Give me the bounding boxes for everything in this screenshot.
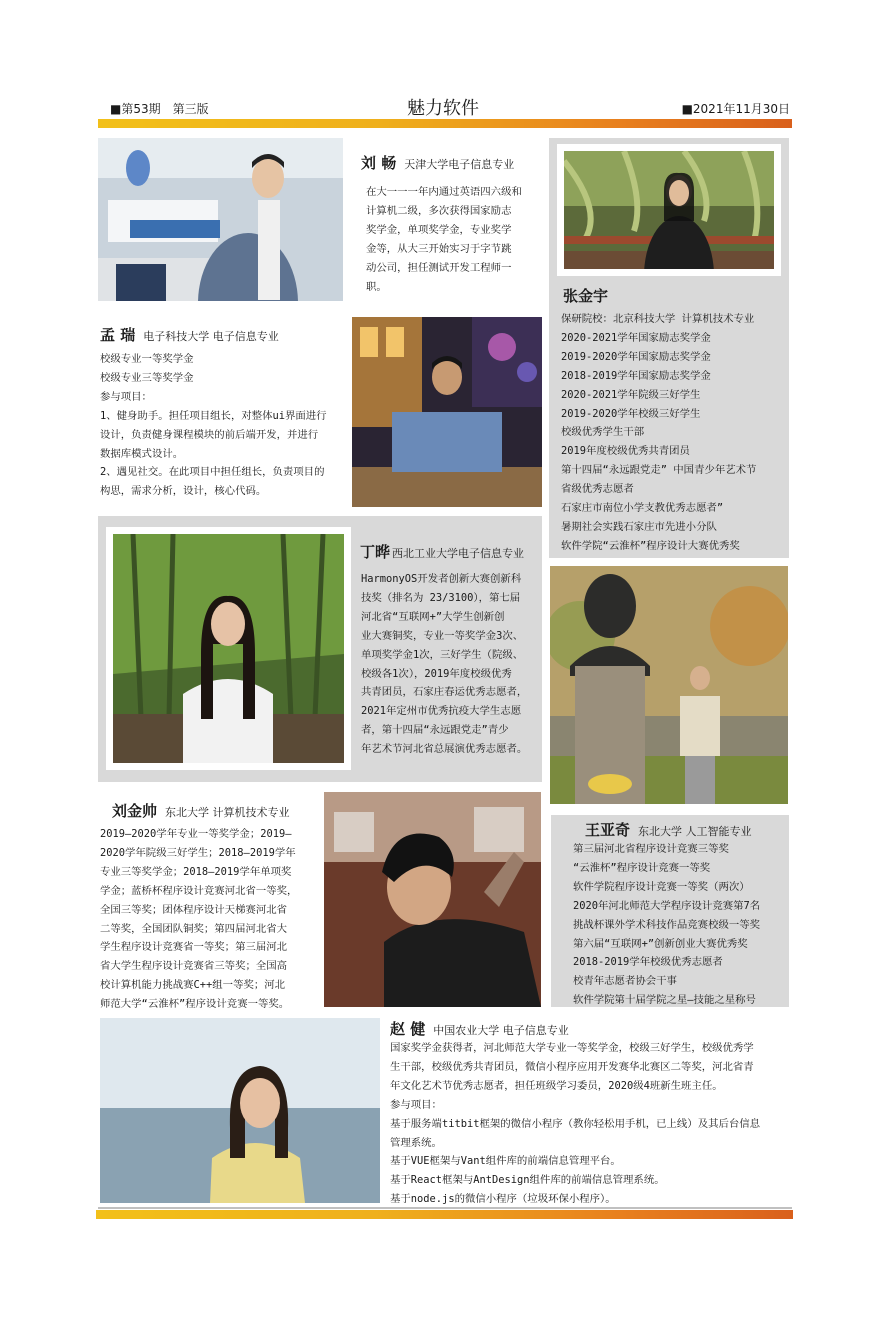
photo-mengrui xyxy=(352,317,542,507)
bio-line: 金等，从大三开始实习于字节跳 xyxy=(366,242,512,255)
bio-line: 共青团员，石家庄春运优秀志愿者， xyxy=(361,686,528,699)
bio-line: 基于node.js的微信小程序（垃圾环保小程序）。 xyxy=(390,1193,616,1206)
bio-line: 生干部，校级优秀共青团员，微信小程序应用开发赛华北赛区二等奖，河北省青 xyxy=(390,1060,754,1073)
page-title: 魅力软件 xyxy=(407,98,479,119)
bio-line: 校级专业一等奖学金 xyxy=(100,353,194,365)
bio-line: 校级优秀学生干部 xyxy=(561,426,645,439)
bio-line: 2019年度校级优秀共青团员 xyxy=(561,445,690,458)
bio-line: 二等奖，全国团队铜奖；第四届河北省大 xyxy=(100,922,288,935)
bio-line: 在大一一一年内通过英语四六级和 xyxy=(366,186,522,198)
bio-zhaojian xyxy=(390,1039,760,1209)
affiliation: 天津大学电子信息专业 xyxy=(404,158,515,171)
bio-line: 暑期社会实践石家庄市先进小分队 xyxy=(561,520,717,533)
name-wangyaqi xyxy=(585,819,752,840)
affiliation: 西北工业大学电子信息专业 xyxy=(392,547,525,560)
bio-line: 数据库模式设计。 xyxy=(100,447,184,460)
photo-liuchang xyxy=(98,138,343,301)
name-liujinshuai xyxy=(112,800,290,821)
bio-line: 构思，需求分析，设计，核心代码。 xyxy=(100,485,267,498)
bio-line: 软件学院第十届学院之星—技能之星称号 xyxy=(573,994,756,1007)
name-text: 刘 畅 xyxy=(361,154,397,172)
photo-statue xyxy=(550,566,788,804)
bio-line: 2020-2021学年国家励志奖学金 xyxy=(561,331,711,344)
photo-liujinshuai xyxy=(324,792,541,1007)
bio-line: 2018-2019学年国家励志奖学金 xyxy=(561,369,711,382)
affiliation: 电子科技大学 电子信息专业 xyxy=(143,330,279,343)
bio-line: 2018-2019学年校级优秀志愿者 xyxy=(573,956,723,969)
bio-line: 1、健身助手。担任项目组长，对整体ui界面进行 xyxy=(100,409,327,422)
name-text: 王亚奇 xyxy=(585,821,631,839)
bio-line: 全国三等奖；团体程序设计天梯赛河北省 xyxy=(100,903,288,916)
bio-line: 计算机二级，多次获得国家励志 xyxy=(366,204,512,217)
header-bar xyxy=(98,119,792,128)
photo-dingye xyxy=(106,527,351,770)
bio-line: 2019-2020学年国家励志奖学金 xyxy=(561,350,711,363)
affiliation: 中国农业大学 电子信息专业 xyxy=(433,1024,569,1037)
bio-line: 技奖（排名为 23/3100），第七届 xyxy=(361,591,521,604)
bio-liuchang xyxy=(366,183,522,296)
bio-line: 基于VUE框架与Vant组件库的前端信息管理平台。 xyxy=(390,1155,621,1168)
bio-line: 专业三等奖学金；2018—2019学年单项奖 xyxy=(100,865,292,878)
bio-line: HarmonyOS开发者创新大赛创新科 xyxy=(361,573,522,585)
bio-line: 校级各1次），2019年度校级优秀 xyxy=(361,667,512,680)
bio-line: 2020学年院级三好学生；2018—2019学年 xyxy=(100,846,296,859)
footer-bar xyxy=(96,1210,793,1219)
bio-line: 设计，负责健身课程模块的前后端开发，并进行 xyxy=(100,428,319,441)
bio-line: 2021年定州市优秀抗疫大学生志愿 xyxy=(361,705,522,718)
name-zhangjinyu: 张金宇 xyxy=(563,287,609,305)
bio-line: 第六届“互联网+”创新创业大赛优秀奖 xyxy=(573,937,748,950)
name-text: 丁晔 xyxy=(360,543,391,561)
bio-line: 单项奖学金1次，三好学生（院级、 xyxy=(361,648,524,661)
bio-line: 第三届河北省程序设计竞赛三等奖 xyxy=(573,843,729,855)
bio-line: 校计算机能力挑战赛C++组一等奖；河北 xyxy=(100,979,286,992)
bio-line: 软件学院程序设计竞赛一等奖（两次） xyxy=(573,880,750,893)
bio-line: 管理系统。 xyxy=(390,1136,442,1149)
name-mengrui xyxy=(100,324,279,345)
name-text: 赵 健 xyxy=(390,1020,426,1038)
photo-zhangjinyu xyxy=(557,144,781,276)
name-text: 孟 瑞 xyxy=(100,326,136,344)
bio-line: “云淮杯”程序设计竞赛一等奖 xyxy=(573,861,711,874)
bio-line: 保研院校：北京科技大学 计算机技术专业 xyxy=(561,313,755,325)
bio-line: 校级专业三等奖学金 xyxy=(100,371,194,384)
bio-line: 参与项目： xyxy=(390,1098,442,1111)
bio-line: 师范大学“云淮杯”程序设计竞赛一等奖。 xyxy=(100,998,290,1011)
bio-line: 者，第十四届“永远跟党走”青少 xyxy=(361,724,509,737)
bio-line: 河北省“互联网+”大学生创新创 xyxy=(361,610,505,623)
bio-line: 校青年志愿者协会干事 xyxy=(573,975,677,988)
bio-line: 2019-2020学年校级三好学生 xyxy=(561,407,701,420)
bio-line: 国家奖学金获得者，河北师范大学专业一等奖学金，校级三好学生，校级优秀学 xyxy=(390,1042,754,1054)
bio-line: 省级优秀志愿者 xyxy=(561,483,634,496)
bio-line: 年艺术节河北省总展演优秀志愿者。 xyxy=(361,743,528,756)
name-liuchang xyxy=(361,152,514,173)
name-dingye xyxy=(360,541,524,562)
affiliation: 东北大学 人工智能专业 xyxy=(638,825,752,838)
bio-line: 职。 xyxy=(366,280,387,293)
bio-line: 奖学金，单项奖学金，专业奖学 xyxy=(366,223,512,236)
bio-wangyaqi xyxy=(573,840,760,1010)
bio-line: 年文化艺术节优秀志愿者，担任班级学习委员，2020级4班新生班主任。 xyxy=(390,1079,723,1092)
issue-date: ■2021年11月30日 xyxy=(681,102,790,116)
bio-line: 第十四届“永远跟党走” 中国青少年艺术节 xyxy=(561,464,757,477)
name-text: 刘金帅 xyxy=(112,802,158,820)
bio-line: 学生程序设计竞赛省一等奖；第三届河北 xyxy=(100,941,288,954)
bio-line: 省大学生程序设计竞赛省三等奖；全国高 xyxy=(100,960,288,973)
bio-line: 软件学院“云淮杯”程序设计大赛优秀奖 xyxy=(561,539,740,552)
bio-line: 2、遇见社交。在此项目中担任组长，负责项目的 xyxy=(100,466,325,479)
bio-line: 基于服务端titbit框架的微信小程序（教你轻松用手机，已上线）及其后台信息 xyxy=(390,1117,761,1130)
photo-zhaojian xyxy=(100,1018,380,1203)
bio-line: 2020年河北师范大学程序设计竞赛第7名 xyxy=(573,899,761,912)
bio-line: 石家庄市南位小学支教优秀志愿者” xyxy=(561,502,724,515)
bio-mengrui xyxy=(100,350,327,501)
bio-dingye xyxy=(361,570,527,759)
bio-line: 参与项目： xyxy=(100,390,152,403)
bio-line: 2019—2020学年专业一等奖学金；2019— xyxy=(100,828,292,840)
bio-line: 挑战杯课外学术科技作品竞赛校级一等奖 xyxy=(573,918,761,931)
bio-line: 学金；蓝桥杯程序设计竞赛河北省一等奖， xyxy=(100,884,298,897)
bio-liujinshuai xyxy=(100,825,297,1014)
affiliation: 东北大学 计算机技术专业 xyxy=(165,806,290,819)
bio-line: 基于React框架与AntDesign组件库的前端信息管理系统。 xyxy=(390,1174,665,1187)
bio-line: 业大赛铜奖，专业一等奖学金3次、 xyxy=(361,629,524,642)
issue-number: ■第53期 第三版 xyxy=(110,102,209,116)
footer-rule xyxy=(98,1207,792,1209)
name-zhaojian xyxy=(390,1018,569,1039)
bio-zhangjinyu xyxy=(561,310,756,556)
bio-line: 动公司，担任测试开发工程师一 xyxy=(366,261,512,274)
bio-line: 2020-2021学年院级三好学生 xyxy=(561,388,701,401)
